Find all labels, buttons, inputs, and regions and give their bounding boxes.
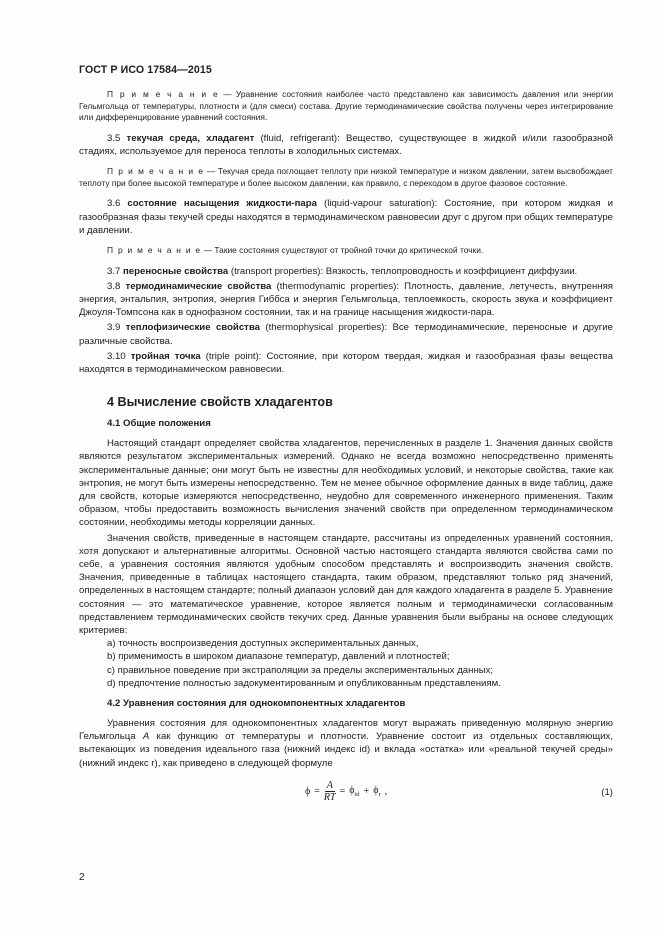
formula-plus: + (363, 785, 370, 797)
paragraph-general-1: Настоящий стандарт определяет свойства хладагентов, перечисленных в разделе 1. Значения данных свойств являются результатом экспериментальных измерений. Однако не всегда возможно непосредственно применять экспериментальные данные; они могут быть не известны для необходимых условий, и некоторые свойства, такие как энтропия, не могут быть измерены непосредственно. Тем не менее обычное оформление данных в виде таблиц, даже для свойств, которые измеряются непосредственно, неудобно для современного инженерного применения. Таким образом, чтобы предоставить возможность вычисления значений свойств при определенном термодинамическом состоянии, необходимы методы корреляции данных. (79, 438, 613, 529)
variable-a: A (142, 731, 150, 743)
definition-term: термодинамические свойства (125, 280, 272, 292)
note-fluid (79, 166, 613, 189)
definition-number: 3.6 (107, 198, 128, 210)
definition-text: (transport properties): Вязкость, теплопроводность и коэффициент диффузии. (228, 265, 578, 277)
definition-text: (fluid, refrigerant): Вещество, существующее в жидкой и/или газообразной стадиях, используемое для переноса теплоты в холодильных системах. (79, 132, 613, 157)
definition-text: (triple point): Состояние, при котором твердая, жидкая и газообразная фазы вещества находятся в термодинамическом равновесии. (79, 350, 613, 375)
note-label: П р и м е ч а н и е (107, 166, 205, 177)
formula-number: (1) (601, 786, 613, 798)
definition-text: (thermodynamic properties): Плотность, давление, летучесть, внутренняя энергия, энтальпия, энтропия, энергия Гиббса и энергия Гельмгольца, теплоемкость, скорость звука и коэффициент Джоуля-Томпсона как в однофазном состоянии, так и на границе насыщения жидкости-пара. (79, 280, 613, 319)
phi-symbol: ϕ (349, 784, 355, 796)
definition-term: теплофизические свойства (125, 322, 260, 334)
definition-term: состояние насыщения жидкости-пара (127, 198, 317, 210)
page-number: 2 (79, 872, 85, 883)
definition-number: 3.7 (107, 265, 124, 277)
criteria-item-c: c) правильное поведение при экстраполяции за пределы экспериментальных данных; (107, 664, 494, 676)
definition-3-5 (79, 132, 613, 158)
criteria-item-d: d) предпочтение полностью задокументированным и опубликованным представлениям. (107, 677, 501, 689)
formula-1 (79, 780, 613, 806)
note-label: П р и м е ч а н и е (107, 244, 202, 255)
note-equation-of-state (79, 89, 613, 124)
note-text: — Такие состояния существуют от тройной точки до критической точки. (201, 244, 484, 255)
note-text: — Текучая среда поглощает теплоту при низкой температуре и низком давлении, затем высвобождает теплоту при более высокой температуре и более высоком давлении, как правило, с переходом в другое фазовое состояние. (79, 166, 613, 188)
definition-text: (liquid-vapour saturation): Состояние, при котором жидкая и газообразная фазы текучей среды находятся в термодинамическом равновесии друг с другом при общих температуре и давлении. (79, 198, 613, 236)
definition-number: 3.8 (107, 280, 126, 292)
definition-3-10 (79, 350, 613, 376)
section-4-heading: 4 Вычисление свойств хладагентов (107, 395, 333, 410)
definition-term: переносные свойства (123, 265, 229, 277)
formula-comma: , (384, 785, 388, 797)
definition-3-8 (79, 280, 613, 320)
subscript-id: id (354, 790, 360, 798)
formula-denominator: RT (323, 791, 336, 803)
note-saturation (79, 245, 613, 257)
formula-phi: ϕ (305, 785, 311, 797)
definition-term: текучая среда, хладагент (126, 132, 255, 144)
section-4-1-heading: 4.1 Общие положения (107, 418, 211, 430)
formula-phi-id (349, 785, 359, 798)
definition-term: тройная точка (130, 350, 201, 362)
definition-number: 3.9 (107, 322, 126, 334)
criteria-item-b: b) применимость в широком диапазоне температур, давлений и плотностей; (107, 651, 450, 663)
definition-number: 3.10 (107, 350, 131, 362)
document-header: ГОСТ Р ИСО 17584—2015 (79, 64, 212, 76)
definition-3-9 (79, 321, 613, 347)
formula-fraction (324, 780, 336, 803)
paragraph-text: как функцию от температуры и плотности. Уравнение состоит из отдельных составляющих, вытекающих из поведения идеального газа (нижний индекс id) и вклада «остатка» или «реальной текучей среды» (нижний индекс r), как приведено в следующей формуле (79, 731, 613, 769)
definition-3-7 (79, 265, 613, 278)
definition-number: 3.5 (107, 132, 127, 144)
definition-3-6 (79, 197, 613, 237)
note-text: — Уравнение состояния наиболее часто представлено как зависимость давления или энергии Гельмгольца от температуры, плотности и (для смеси) состава. Другие термодинамические свойства получены через интегрирование или дифференцирование уравнений состояния. (79, 89, 613, 123)
formula-numerator: A (326, 779, 333, 791)
criteria-item-a: a) точность воспроизведения доступных экспериментальных данных, (107, 638, 419, 650)
definition-text: (thermophysical properties): Все термодинамические, переносные и другие различные свойства. (79, 322, 613, 347)
subscript-r: r (378, 790, 381, 798)
section-4-2-heading: 4.2 Уравнения состояния для однокомпонентных хладагентов (107, 698, 406, 710)
formula-equals: = (314, 785, 320, 797)
formula-expression (305, 780, 387, 803)
formula-phi-r (373, 785, 380, 798)
page-content (79, 89, 613, 806)
phi-symbol: ϕ (373, 784, 379, 796)
note-label: П р и м е ч а н и е (107, 89, 219, 99)
paragraph-text: Уравнения состояния для однокомпонентных хладагентов могут выражать приведенную молярную энергию Гельмгольца (79, 718, 613, 743)
paragraph-general-2: Значения свойств, приведенные в настоящем стандарте, рассчитаны из определенных уравнений состояния, хотя допускают и альтернативные алгоритмы. Основной частью настоящего стандарта являются свойства сами по себе, а уравнения состояния являются удобным способом представлять и воспроизводить значения свойств. Значения, приведенные в таблицах настоящего стандарта, таким образом, представляют только ряд значений, определенных в настоящем стандарте; полный диапазон условий дан для каждого хладагента в разделе 5. Уравнение состояния — это математическое уравнение, которое является полным и термодинамически согласованным представлением термодинамических свойств текучих сред. Данные уравнения были выбраны на основе следующих критериев: (79, 532, 613, 637)
paragraph-eos (79, 717, 613, 770)
formula-equals: = (339, 785, 346, 797)
